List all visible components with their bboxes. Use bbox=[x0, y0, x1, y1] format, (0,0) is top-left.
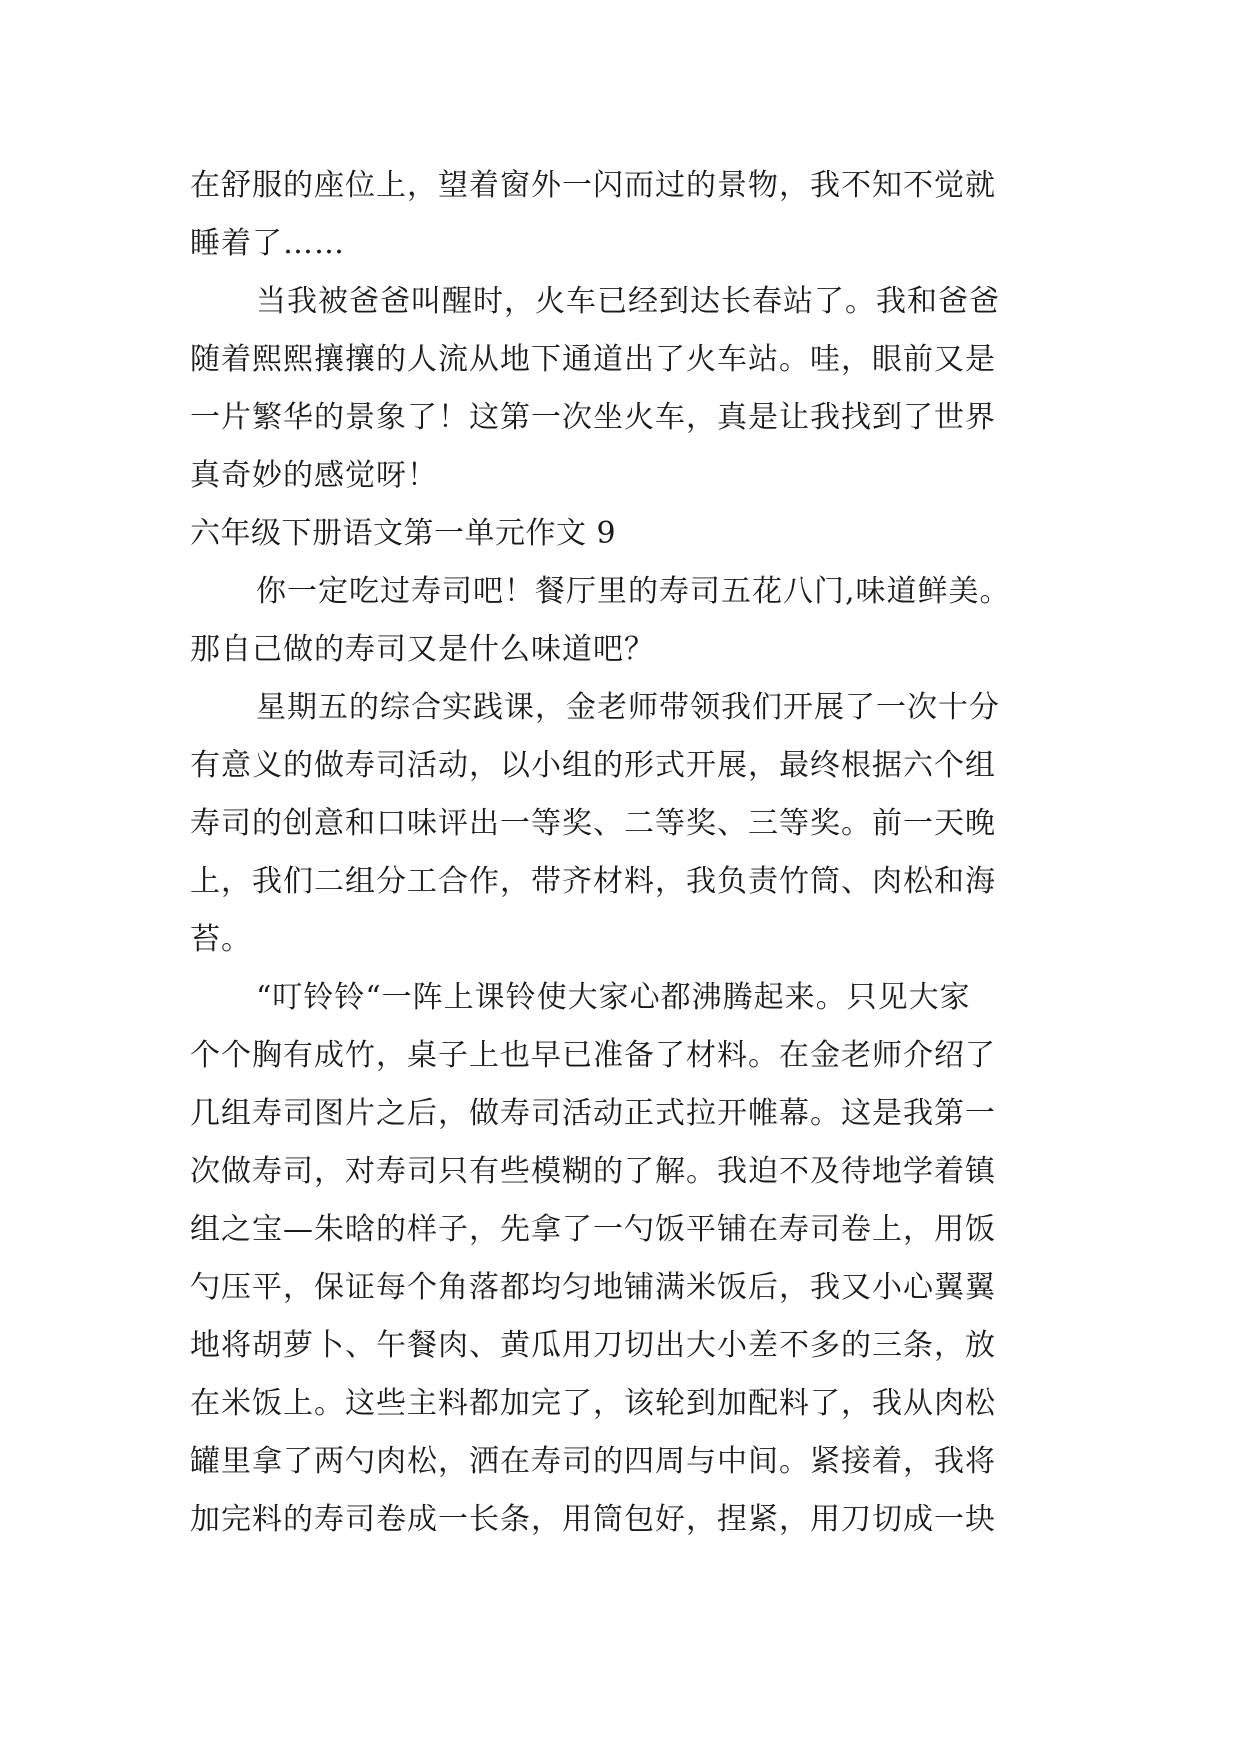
text-line: 那自己做的寿司又是什么味道吧？ bbox=[190, 632, 655, 667]
paragraph-start-line: 你一定吃过寿司吧！餐厅里的寿司五花八门,味道鲜美。 bbox=[256, 574, 1011, 609]
text-line: 一片繁华的景象了！这第一次坐火车，真是让我找到了世界 bbox=[190, 400, 996, 435]
text-line: 组之宝—朱晗的样子，先拿了一勺饭平铺在寿司卷上，用饭 bbox=[190, 1212, 996, 1247]
text-line: 地将胡萝卜、午餐肉、黄瓜用刀切出大小差不多的三条，放 bbox=[190, 1328, 996, 1363]
paragraph-start-line: 星期五的综合实践课，金老师带领我们开展了一次十分 bbox=[256, 690, 1000, 725]
text-line: 随着熙熙攘攘的人流从地下通道出了火车站。哇，眼前又是 bbox=[190, 342, 996, 377]
paragraph-start-line: “叮铃铃“一阵上课铃使大家心都沸腾起来。只见大家 bbox=[256, 980, 971, 1015]
text-line: 加完料的寿司卷成一长条，用筒包好，捏紧，用刀切成一块 bbox=[190, 1502, 996, 1537]
text-line: 在米饭上。这些主料都加完了，该轮到加配料了，我从肉松 bbox=[190, 1386, 996, 1421]
document-body bbox=[190, 157, 1050, 1549]
text-line: 苔。 bbox=[190, 922, 252, 957]
text-line: 真奇妙的感觉呀！ bbox=[190, 458, 438, 493]
text-line: 上，我们二组分工合作，带齐材料，我负责竹筒、肉松和海 bbox=[190, 864, 996, 899]
text-line: 有意义的做寿司活动，以小组的形式开展，最终根据六个组 bbox=[190, 748, 996, 783]
text-line: 罐里拿了两勺肉松，洒在寿司的四周与中间。紧接着，我将 bbox=[190, 1444, 996, 1479]
text-line: 寿司的创意和口味评出一等奖、二等奖、三等奖。前一天晚 bbox=[190, 806, 996, 841]
text-line: 个个胸有成竹，桌子上也早已准备了材料。在金老师介绍了 bbox=[190, 1038, 996, 1073]
text-line: 勺压平，保证每个角落都均匀地铺满米饭后，我又小心翼翼 bbox=[190, 1270, 996, 1305]
text-line: 在舒服的座位上，望着窗外一闪而过的景物，我不知不觉就 bbox=[190, 168, 996, 203]
text-line: 几组寿司图片之后，做寿司活动正式拉开帷幕。这是我第一 bbox=[190, 1096, 996, 1131]
text-line: 睡着了…… bbox=[190, 226, 345, 261]
text-line: 次做寿司，对寿司只有些模糊的了解。我迫不及待地学着镇 bbox=[190, 1154, 996, 1189]
section-heading: 六年级下册语文第一单元作文 9 bbox=[190, 516, 617, 551]
paragraph-start-line: 当我被爸爸叫醒时，火车已经到达长春站了。我和爸爸 bbox=[256, 284, 1000, 319]
